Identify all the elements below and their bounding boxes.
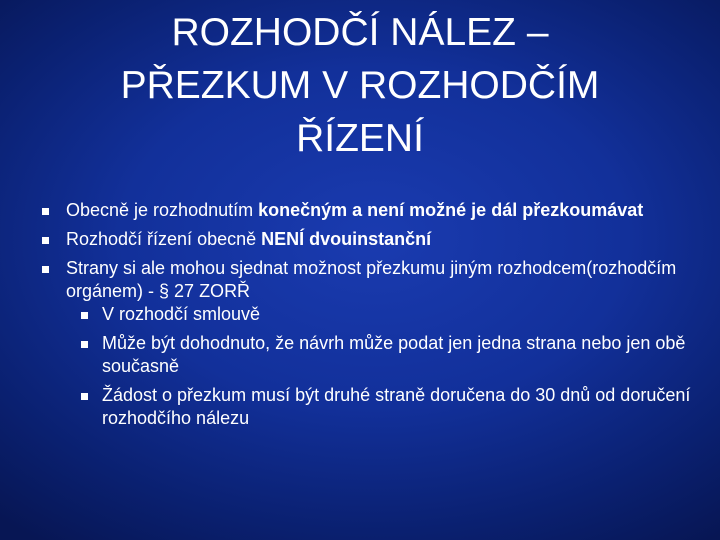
bullet-item <box>40 257 700 430</box>
bullet-item <box>40 199 700 222</box>
bullet-text: Obecně je rozhodnutím <box>66 200 259 220</box>
slide-title-line-2: PŘEZKUM V ROZHODČÍM <box>120 64 600 107</box>
slide-title <box>40 6 680 165</box>
sub-bullet-item <box>66 332 700 378</box>
square-bullet-icon <box>81 341 88 348</box>
slide-body <box>40 199 700 436</box>
sub-bullet-item <box>66 384 700 430</box>
slide-title-line-3: ŘÍZENÍ <box>296 117 424 160</box>
bullet-text-bold: konečným a není možné je dál přezkoumávat <box>258 200 644 220</box>
square-bullet-icon <box>81 393 88 400</box>
square-bullet-icon <box>81 312 88 319</box>
sub-bullet-item <box>66 303 700 326</box>
square-bullet-icon <box>42 208 49 215</box>
bullet-list <box>40 199 700 430</box>
bullet-item <box>40 228 700 251</box>
bullet-text: Strany si ale mohou sjednat možnost přezkumu jiným rozhodcem(rozhodčím orgánem) - § 27 ZORŘ <box>66 258 677 301</box>
sub-bullet-text: V rozhodčí smlouvě <box>102 304 261 324</box>
square-bullet-icon <box>42 237 49 244</box>
sub-bullet-text: Může být dohodnuto, že návrh může podat jen jedna strana nebo jen obě současně <box>102 333 686 376</box>
bullet-text-bold: NENÍ dvouinstanční <box>261 229 432 249</box>
sub-bullet-list <box>66 303 700 430</box>
slide-title-line-1: ROZHODČÍ NÁLEZ – <box>171 11 549 54</box>
square-bullet-icon <box>42 266 49 273</box>
sub-bullet-text: Žádost o přezkum musí být druhé straně doručena do 30 dnů od doručení rozhodčího nálezu <box>102 385 691 428</box>
bullet-text: Rozhodčí řízení obecně <box>66 229 262 249</box>
